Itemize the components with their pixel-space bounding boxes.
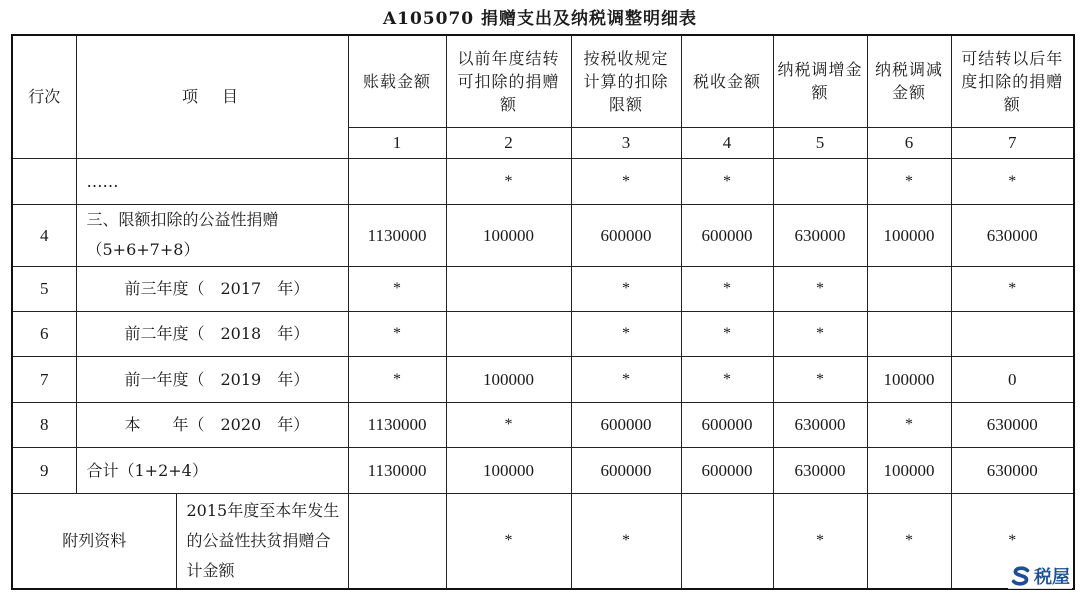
cell-col-5 <box>773 158 867 204</box>
row-label: 本 年（ 2020 年） <box>76 402 348 447</box>
cell-col-7: 630000 <box>951 204 1074 266</box>
cell-col-6: 100000 <box>867 447 951 493</box>
cell-col-1: 1130000 <box>348 204 446 266</box>
appendix-cell-1 <box>348 493 446 589</box>
header-col-3: 按税收规定计算的扣除限额 <box>571 35 681 127</box>
cell-col-6: 100000 <box>867 204 951 266</box>
cell-col-1: 1130000 <box>348 402 446 447</box>
cell-col-2: * <box>446 158 571 204</box>
cell-col-2 <box>446 311 571 356</box>
col-number-5: 5 <box>773 127 867 158</box>
watermark-text: 税屋 <box>1034 567 1070 588</box>
table-row <box>12 311 1074 356</box>
row-label: …… <box>76 158 348 204</box>
appendix-cell-6: * <box>867 493 951 589</box>
cell-col-1: * <box>348 311 446 356</box>
row-label: 前二年度（ 2018 年） <box>76 311 348 356</box>
cell-col-2: 100000 <box>446 447 571 493</box>
cell-col-6 <box>867 266 951 311</box>
header-col-7: 可结转以后年度扣除的捐赠额 <box>951 35 1074 127</box>
cell-col-2: 100000 <box>446 204 571 266</box>
row-number: 8 <box>12 402 76 447</box>
watermark <box>1008 563 1072 589</box>
cell-col-4: 600000 <box>681 447 773 493</box>
row-number: 7 <box>12 356 76 402</box>
table-row <box>12 158 1074 204</box>
cell-col-7: 630000 <box>951 402 1074 447</box>
cell-col-3: 600000 <box>571 447 681 493</box>
header-col-1: 账载金额 <box>348 35 446 127</box>
cell-col-7: 0 <box>951 356 1074 402</box>
row-number: 5 <box>12 266 76 311</box>
header-item: 项 目 <box>76 35 348 158</box>
col-number-3: 3 <box>571 127 681 158</box>
cell-col-7: 630000 <box>951 447 1074 493</box>
table-row <box>12 356 1074 402</box>
cell-col-4: * <box>681 356 773 402</box>
row-label: 前一年度（ 2019 年） <box>76 356 348 402</box>
header-col-2: 以前年度结转可扣除的捐赠额 <box>446 35 571 127</box>
table-row <box>12 204 1074 266</box>
cell-col-4: * <box>681 158 773 204</box>
row-number: 9 <box>12 447 76 493</box>
col-number-1: 1 <box>348 127 446 158</box>
s-logo-icon <box>1010 565 1032 587</box>
cell-col-1: * <box>348 266 446 311</box>
col-number-7: 7 <box>951 127 1074 158</box>
cell-col-7: * <box>951 158 1074 204</box>
row-number: 4 <box>12 204 76 266</box>
table-row <box>12 447 1074 493</box>
row-number <box>12 158 76 204</box>
appendix-cell-4 <box>681 493 773 589</box>
table-row <box>12 402 1074 447</box>
cell-col-4: 600000 <box>681 204 773 266</box>
cell-col-1 <box>348 158 446 204</box>
header-row-no: 行次 <box>12 35 76 158</box>
appendix-cell-7: * <box>951 493 1074 589</box>
header-col-6: 纳税调减金额 <box>867 35 951 127</box>
row-number: 6 <box>12 311 76 356</box>
row-label: 三、限额扣除的公益性捐赠（5+6+7+8） <box>76 204 348 266</box>
cell-col-5: * <box>773 356 867 402</box>
cell-col-1: * <box>348 356 446 402</box>
cell-col-4: * <box>681 311 773 356</box>
cell-col-6: * <box>867 402 951 447</box>
col-number-2: 2 <box>446 127 571 158</box>
cell-col-3: * <box>571 311 681 356</box>
appendix-label: 附列资料 <box>12 493 176 589</box>
cell-col-7: * <box>951 266 1074 311</box>
cell-col-6: * <box>867 158 951 204</box>
cell-col-3: * <box>571 356 681 402</box>
cell-col-2 <box>446 266 571 311</box>
cell-col-3: * <box>571 158 681 204</box>
cell-col-1: 1130000 <box>348 447 446 493</box>
col-number-6: 6 <box>867 127 951 158</box>
appendix-sublabel: 2015年度至本年发生的公益性扶贫捐赠合计金额 <box>176 493 348 589</box>
appendix-cell-5: * <box>773 493 867 589</box>
cell-col-5: * <box>773 311 867 356</box>
cell-col-4: 600000 <box>681 402 773 447</box>
cell-col-5: 630000 <box>773 447 867 493</box>
cell-col-7 <box>951 311 1074 356</box>
cell-col-3: * <box>571 266 681 311</box>
cell-col-5: 630000 <box>773 402 867 447</box>
cell-col-6: 100000 <box>867 356 951 402</box>
cell-col-5: 630000 <box>773 204 867 266</box>
cell-col-2: * <box>446 402 571 447</box>
header-col-5: 纳税调增金额 <box>773 35 867 127</box>
table-title: A105070 捐赠支出及纳税调整明细表 <box>382 9 698 29</box>
appendix-cell-3: * <box>571 493 681 589</box>
col-number-4: 4 <box>681 127 773 158</box>
cell-col-3: 600000 <box>571 402 681 447</box>
cell-col-6 <box>867 311 951 356</box>
row-label: 前三年度（ 2017 年） <box>76 266 348 311</box>
donation-table <box>11 34 1075 590</box>
appendix-cell-2: * <box>446 493 571 589</box>
cell-col-2: 100000 <box>446 356 571 402</box>
header-col-4: 税收金额 <box>681 35 773 127</box>
appendix-row <box>12 493 1074 589</box>
cell-col-3: 600000 <box>571 204 681 266</box>
cell-col-5: * <box>773 266 867 311</box>
cell-col-4: * <box>681 266 773 311</box>
row-label: 合计（1+2+4） <box>76 447 348 493</box>
table-row <box>12 266 1074 311</box>
